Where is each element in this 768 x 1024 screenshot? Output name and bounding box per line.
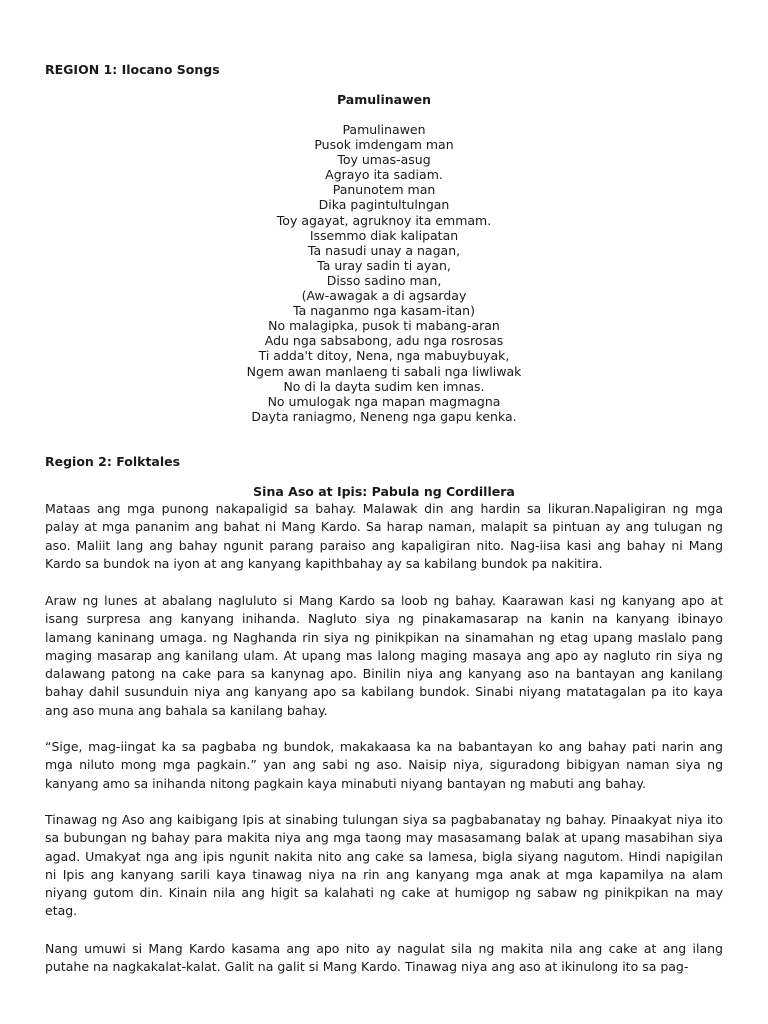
text-line: mga niluto mong mga pagkain.” yan ang sabi ng aso. Naisip niya, siguradong bibigyan naman siya ng xyxy=(45,757,723,773)
text-line: “Sige, mag-iingat ka sa pagbaba ng bundok, makakaasa ka na babantayan ko ang bahay pati narin ang xyxy=(45,739,723,754)
lyric-line: Disso sadino man, xyxy=(326,272,442,288)
lyric-line: (Aw-awagak a di agsarday xyxy=(301,288,467,304)
lyric-line: Ta nasudi unay a nagan, xyxy=(307,242,461,258)
lyric-line: Dayta raniagmo, Neneng nga gapu kenka. xyxy=(251,408,517,424)
text-line: ni Ipis ang kanyang sarili kaya tinawag niya na rin ang kanyang mga anak at mga kapamilya na alam xyxy=(45,866,723,882)
text-line: putahe na nagkakalat-kalat. Galit na galit si Mang Kardo. Tinawag niya ang aso at ikinulong ito sa pag- xyxy=(45,959,689,975)
text-line: Mataas ang mga punong nakapaligid sa bahay. Malawak din ang hardin sa likuran.Napaligiran ng mga xyxy=(45,501,723,516)
text-line: palay at mga pananim ang bahat ni Mang Kardo. Sa harap naman, malapit sa pintuan ay ang tulugan ng xyxy=(45,519,723,535)
lyric-line: Ngem awan manlaeng ti sabali nga liwliwak xyxy=(246,363,522,379)
text-line: agad. Umakyat nga ang ipis ngunit nakita nito ang cake sa lamesa, bigla siyang nagutom. Hindi napigilan xyxy=(45,848,723,864)
story-paragraph-1 xyxy=(45,500,723,573)
lyric-line: Dika pagintultulngan xyxy=(318,197,450,213)
text-line: niyang gutom din. Kinain nila ang higit sa kalahati ng cake at humigop ng sabaw ng pinikpikan na may xyxy=(45,885,723,901)
song-lyrics xyxy=(45,122,723,424)
region1-heading: REGION 1: Ilocano Songs xyxy=(45,62,220,77)
text-line: aso. Maliit lang ang bahay ngunit parang paraiso ang kapaligiran nito. Nag-iisa kasi ang bahay ni Mang xyxy=(45,537,723,553)
text-line: dalawang patong na cake para sa kanynag apo. Binilin niya ang kanyang aso na bantayan ang kanilang xyxy=(45,666,723,682)
story-paragraph-3 xyxy=(45,738,723,793)
text-line: bahay dahil susunduin niya ang kanyang apo sa kabilang bundok. Sinabi niyang matatagalan pa ito kaya xyxy=(45,684,723,700)
text-line: Tinawag ng Aso ang kaibigang Ipis at sinabing tulungan siya sa pagbabanatay ng bahay. Pinaakyat niya ito xyxy=(45,812,723,827)
story-paragraph-4 xyxy=(45,811,723,921)
lyric-line: Ta naganmo nga kasam-itan) xyxy=(293,303,475,319)
lyric-line: Ti adda't ditoy, Nena, nga mabuybuyak, xyxy=(258,348,510,364)
lyric-line: Adu nga sabsabong, adu nga rosrosas xyxy=(264,333,504,349)
lyric-line: Ta uray sadin ti ayan, xyxy=(317,257,451,273)
lyric-line: Toy umas-asug xyxy=(337,152,431,168)
text-line: kanyang amo sa inihanda nitong pagkain kaya minabuti niyang bantayan ng mabuti ang bahay. xyxy=(45,775,646,791)
story-title: Sina Aso at Ipis: Pabula ng Cordillera xyxy=(253,484,515,499)
lyric-line: Issemmo diak kalipatan xyxy=(309,227,459,243)
region2-heading: Region 2: Folktales xyxy=(45,454,181,469)
lyric-line: Toy agayat, agruknoy ita emmam. xyxy=(276,212,492,228)
text-line: ang aso muna ang bahala sa kanilang bahay. xyxy=(45,702,328,718)
text-line: etag. xyxy=(45,903,78,919)
lyric-line: Pamulinawen xyxy=(342,122,426,137)
text-line: Nang umuwi si Mang Kardo kasama ang apo nito ay nagulat sila ng makita nila ang cake at ang ilang xyxy=(45,941,723,956)
lyric-line: No umulogak nga mapan magmagna xyxy=(267,393,501,409)
text-line: lamang kaninang umaga. ng Naghanda rin siya ng pinikpikan na sinamahan ng etag upang maslalo pang xyxy=(45,629,723,645)
text-line: isang surpresa ang kanyang inihanda. Nagluto siya ng pinakamasarap na kanin na kanyang ibinayo xyxy=(45,611,723,627)
text-line: maging masarap ang kanilang ulam. At upang mas lalong maging masaya ang apo ay nagluto rin siya ng xyxy=(45,647,723,663)
lyric-line: Panunotem man xyxy=(332,182,436,198)
lyric-line: No malagipka, pusok ti mabang-aran xyxy=(268,318,500,334)
story-paragraph-2 xyxy=(45,592,723,720)
text-line: Kardo sa bundok na iyon at ang kanyang kapithbahay ay sa kabilang bundok pa nakitira. xyxy=(45,555,603,571)
lyric-line: Agrayo ita sadiam. xyxy=(325,167,443,183)
text-line: sa bubungan ng bahay para makita niya ang mga taong may masasamang balak at upang masabihan siya xyxy=(45,830,723,846)
lyric-line: Pusok imdengam man xyxy=(314,137,454,153)
song-title: Pamulinawen xyxy=(336,92,431,107)
lyric-line: No di la dayta sudim ken imnas. xyxy=(283,378,485,394)
story-paragraph-5 xyxy=(45,940,723,977)
text-line: Araw ng lunes at abalang nagluluto si Mang Kardo sa loob ng bahay. Kaarawan kasi ng kanyang apo at xyxy=(45,593,723,608)
